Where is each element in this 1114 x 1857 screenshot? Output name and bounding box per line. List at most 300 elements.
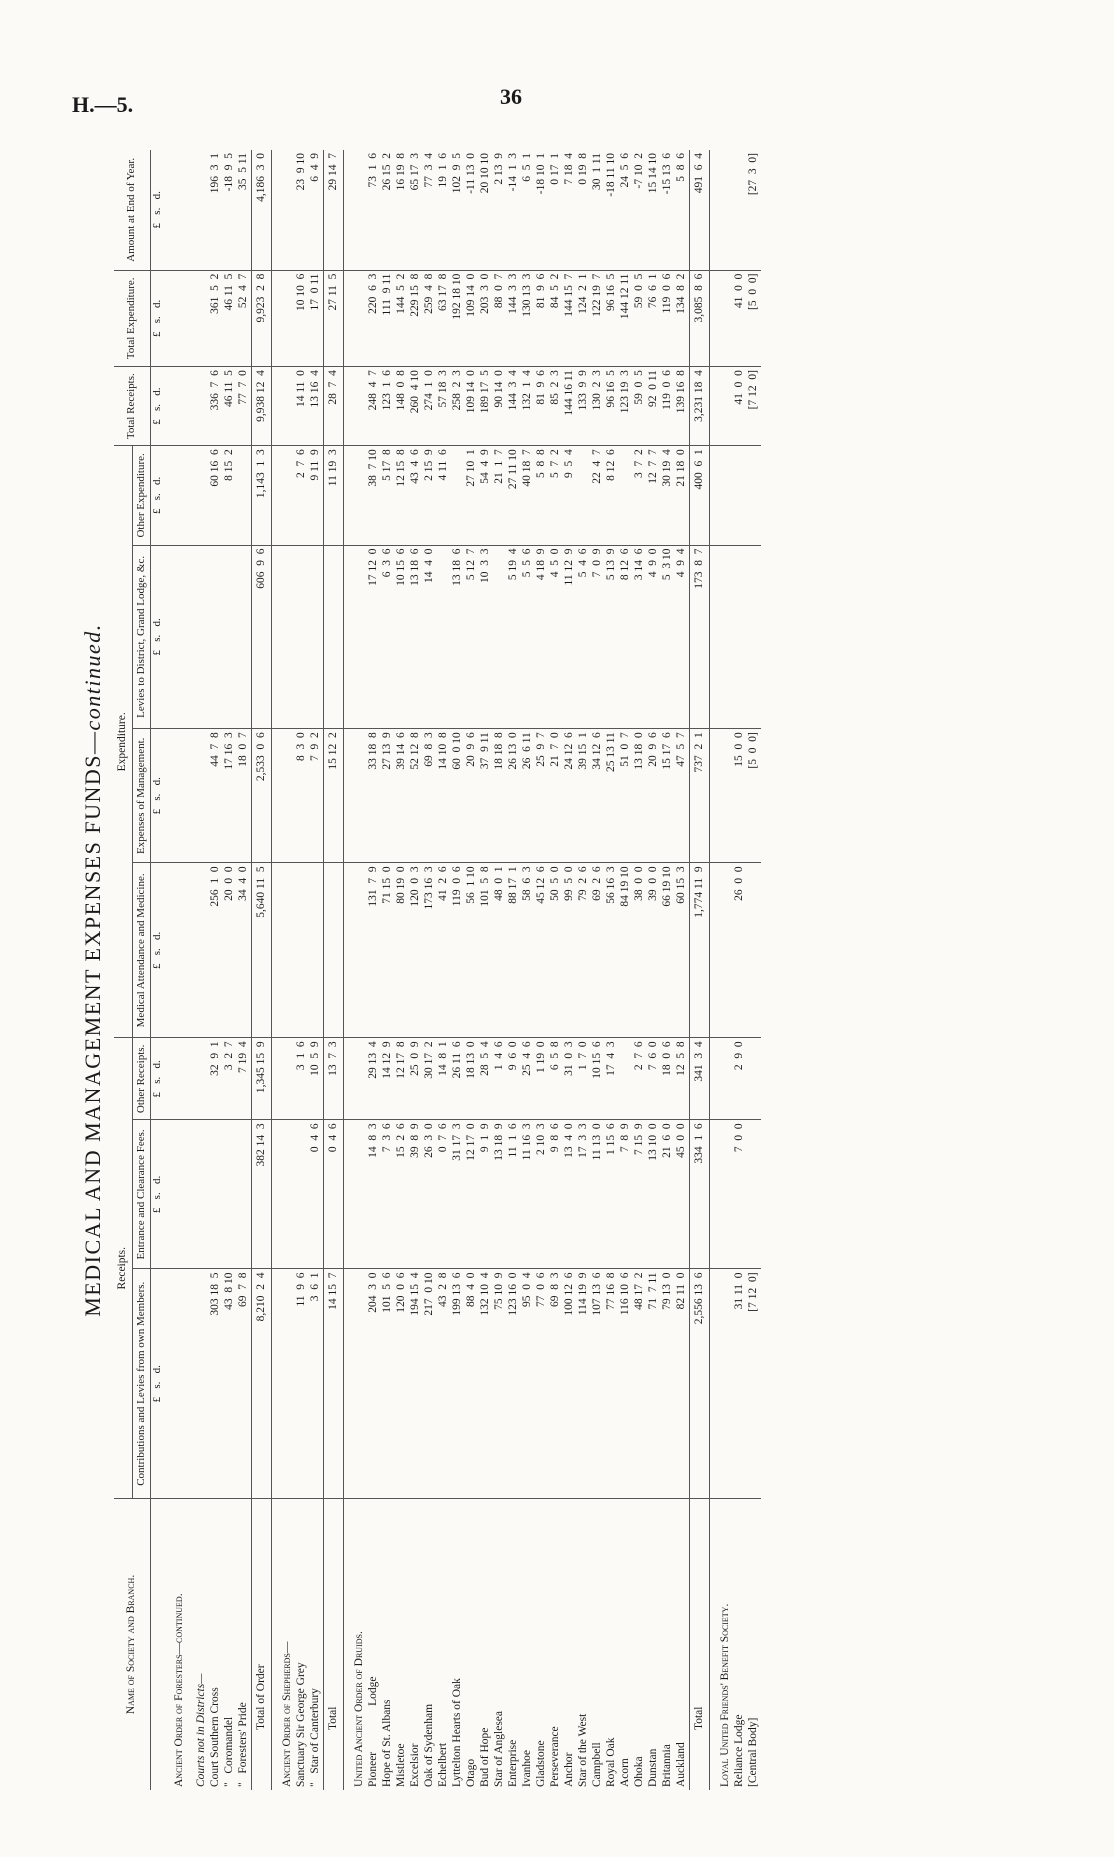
amount-cell: 12 17 0 (465, 1120, 479, 1269)
amount-cell: 382 14 3 (251, 1120, 272, 1269)
amount-cell: 15 12 2 (323, 729, 344, 863)
amount-cell: 100 12 6 (563, 1269, 577, 1499)
amount-cell: 2 7 6 (633, 1038, 647, 1120)
col-header-entrance: Entrance and Clearance Fees. (132, 1120, 150, 1269)
unit-row (150, 150, 163, 1790)
amount-cell: 75 10 9 (493, 1269, 507, 1499)
amount-cell (710, 1269, 733, 1499)
amount-cell (344, 729, 367, 863)
branch-name: Sanctuary Sir George Grey (294, 1662, 307, 1787)
amount-cell: 0 17 1 (549, 150, 563, 270)
amount-cell: 199 13 6 (451, 1269, 465, 1499)
amount-cell (164, 1269, 187, 1499)
amount-cell: 1 19 0 (535, 1038, 549, 1120)
branch-name: Gladstone (534, 1740, 547, 1787)
amount-cell: 116 10 6 (619, 1269, 633, 1499)
unit-row-name (150, 1499, 163, 1791)
amount-cell: 92 0 11 (647, 367, 661, 446)
amount-cell: 5 8 6 (675, 150, 690, 270)
amount-cell (186, 545, 209, 729)
amount-cell (710, 729, 733, 863)
amount-cell: 76 6 1 (647, 270, 661, 366)
amount-cell (164, 1120, 187, 1269)
amount-cell: 43 4 6 (409, 446, 423, 545)
amount-cell: 35 5 11 (237, 150, 252, 270)
amount-cell: 45 12 6 (535, 863, 549, 1038)
table-row (465, 150, 479, 1790)
total-label: Total of Order (251, 1499, 272, 1791)
amount-cell: 29 13 4 (367, 1038, 381, 1120)
amount-cell: 2 10 3 (535, 1120, 549, 1269)
amount-cell: 47 5 7 (675, 729, 690, 863)
amount-cell: 4 9 0 (647, 545, 661, 729)
amount-cell: 18 18 8 (493, 729, 507, 863)
table-row (733, 150, 747, 1790)
amount-cell: 82 11 0 (675, 1269, 690, 1499)
amount-cell: 3 1 6 (295, 1038, 309, 1120)
amount-cell: 102 9 5 (451, 150, 465, 270)
amount-cell (186, 446, 209, 545)
amount-cell: 400 6 1 (689, 446, 710, 545)
amount-cell: 26 3 0 (423, 1120, 437, 1269)
amount-cell: 59 0 5 (633, 367, 647, 446)
amount-cell: 123 16 0 (507, 1269, 521, 1499)
branch-name: " Star of Canterbury (308, 1688, 321, 1787)
amount-cell (237, 446, 252, 545)
amount-cell: 77 7 0 (237, 367, 252, 446)
amount-cell: 7 9 2 (309, 729, 324, 863)
amount-cell: 30 1 11 (591, 150, 605, 270)
amount-cell (272, 270, 295, 366)
amount-cell: 260 4 10 (409, 367, 423, 446)
amount-cell: 133 9 9 (577, 367, 591, 446)
amount-cell (186, 1120, 209, 1269)
branch-name: Otago (464, 1758, 477, 1787)
amount-cell (710, 545, 733, 729)
amount-cell (437, 545, 451, 729)
amount-cell (344, 1269, 367, 1499)
amount-cell (164, 545, 187, 729)
amount-cell: 13 10 0 (647, 1120, 661, 1269)
amount-cell (272, 863, 295, 1038)
amount-cell: 10 15 6 (395, 545, 409, 729)
amount-cell: 69 7 8 (237, 1269, 252, 1499)
amount-cell: 217 0 10 (423, 1269, 437, 1499)
amount-cell: 123 1 6 (381, 367, 395, 446)
amount-cell: 77 16 8 (605, 1269, 619, 1499)
branch-name: Mistletoe (394, 1743, 407, 1787)
amount-cell: 22 4 7 (591, 446, 605, 545)
amount-cell: 34 12 6 (591, 729, 605, 863)
amount-cell (710, 446, 733, 545)
amount-cell: 274 1 0 (423, 367, 437, 446)
unit-label: £ s. d. (150, 545, 163, 729)
amount-cell: 60 16 6 (209, 446, 223, 545)
table-row (633, 150, 647, 1790)
table-row (521, 150, 535, 1790)
amount-cell: 1 4 6 (493, 1038, 507, 1120)
amount-cell: 119 0 6 (451, 863, 465, 1038)
branch-name: Reliance Lodge (733, 1714, 745, 1787)
amount-cell: 84 5 2 (549, 270, 563, 366)
amount-cell: 7 15 9 (633, 1120, 647, 1269)
amount-cell: 26 11 6 (451, 1038, 465, 1120)
table-row (577, 150, 591, 1790)
amount-cell: 88 17 1 (507, 863, 521, 1038)
amount-cell: [5 0 0] (747, 270, 761, 366)
page-number: 36 (500, 84, 522, 109)
amount-cell: 220 6 3 (367, 270, 381, 366)
amount-cell (733, 150, 747, 270)
amount-cell (295, 1120, 309, 1269)
amount-cell: 46 11 5 (223, 270, 237, 366)
amount-cell (710, 1120, 733, 1269)
col-header-other-receipts: Other Receipts. (132, 1038, 150, 1120)
amount-cell: 40 18 7 (521, 446, 535, 545)
amount-cell: 0 19 8 (577, 150, 591, 270)
amount-cell: 144 15 7 (563, 270, 577, 366)
amount-cell: 2,533 0 6 (251, 729, 272, 863)
amount-cell: 9,923 2 8 (251, 270, 272, 366)
unit-label: £ s. d. (150, 446, 163, 545)
amount-cell: 8 12 6 (605, 446, 619, 545)
amount-cell (710, 150, 733, 270)
amount-cell (272, 367, 295, 446)
branch-name: Pioneer Lodge (366, 1676, 379, 1787)
table-row (675, 150, 690, 1790)
amount-cell: 204 3 0 (367, 1269, 381, 1499)
amount-cell: 11 12 9 (563, 545, 577, 729)
amount-cell: -18 9 5 (223, 150, 237, 270)
amount-cell: 29 14 7 (323, 150, 344, 270)
page-ref: H.—5. (72, 92, 134, 117)
amount-cell: 23 9 10 (295, 150, 309, 270)
amount-cell: 122 19 7 (591, 270, 605, 366)
amount-cell: 15 17 6 (661, 729, 675, 863)
amount-cell: 2 13 9 (493, 150, 507, 270)
amount-cell (164, 367, 187, 446)
amount-cell: [7 12 0] (747, 367, 761, 446)
amount-cell (237, 1120, 252, 1269)
amount-cell: 20 9 6 (465, 729, 479, 863)
amount-cell: 59 0 5 (633, 270, 647, 366)
col-header-name: Name of Society and Branch. (114, 1499, 150, 1791)
amount-cell: 203 3 0 (479, 270, 493, 366)
unit-label: £ s. d. (150, 1120, 163, 1269)
amount-cell: 95 0 4 (521, 1269, 535, 1499)
amount-cell: 18 13 0 (465, 1038, 479, 1120)
amount-cell: 54 4 9 (479, 446, 493, 545)
amount-cell (344, 270, 367, 366)
section-heading-row (344, 150, 367, 1790)
amount-cell (164, 150, 187, 270)
amount-cell: 5 13 9 (605, 545, 619, 729)
total-row (689, 150, 710, 1790)
branch-name: " Foresters' Pride (236, 1702, 249, 1787)
amount-cell: 69 2 6 (591, 863, 605, 1038)
amount-cell: 491 6 4 (689, 150, 710, 270)
branch-name: Royal Oak (604, 1737, 617, 1787)
amount-cell: 51 0 7 (619, 729, 633, 863)
amount-cell: 41 2 6 (437, 863, 451, 1038)
amount-cell: 39 14 6 (395, 729, 409, 863)
amount-cell: 88 4 0 (465, 1269, 479, 1499)
amount-cell (451, 446, 465, 545)
amount-cell: 6 5 8 (549, 1038, 563, 1120)
section-name: Ancient Order of Shepherds— (281, 1641, 294, 1787)
amount-cell: 4 18 9 (535, 545, 549, 729)
branch-name: [Central Body] (747, 1717, 759, 1787)
amount-cell: 10 10 6 (295, 270, 309, 366)
amount-cell: 5 8 8 (535, 446, 549, 545)
unit-label: £ s. d. (150, 270, 163, 366)
amount-cell: 120 0 6 (395, 1269, 409, 1499)
amount-cell: 144 3 3 (507, 270, 521, 366)
amount-cell: -14 1 3 (507, 150, 521, 270)
amount-cell: 1,774 11 9 (689, 863, 710, 1038)
amount-cell (272, 1269, 295, 1499)
amount-cell (344, 1038, 367, 1120)
amount-cell: 7 6 0 (647, 1038, 661, 1120)
amount-cell: 19 1 6 (437, 150, 451, 270)
amount-cell: 99 5 0 (563, 863, 577, 1038)
amount-cell: 69 8 3 (549, 1269, 563, 1499)
amount-cell: 41 0 0 (733, 367, 747, 446)
amount-cell: 15 14 10 (647, 150, 661, 270)
amount-cell: 33 18 8 (367, 729, 381, 863)
amount-cell: 2 7 6 (295, 446, 309, 545)
amount-cell: 7 3 6 (381, 1120, 395, 1269)
amount-cell: 9 6 0 (507, 1038, 521, 1120)
amount-cell: 9 11 9 (309, 446, 324, 545)
amount-cell: 14 12 9 (381, 1038, 395, 1120)
amount-cell (164, 1038, 187, 1120)
amount-cell: 71 15 0 (381, 863, 395, 1038)
table-row (381, 150, 395, 1790)
total-row (323, 150, 344, 1790)
unit-label: £ s. d. (150, 367, 163, 446)
amount-cell: 27 10 1 (465, 446, 479, 545)
amount-cell: 101 5 6 (381, 1269, 395, 1499)
amount-cell (295, 545, 309, 729)
col-header-medical: Medical Attendance and Medicine. (132, 863, 150, 1038)
amount-cell (186, 729, 209, 863)
table-row (437, 150, 451, 1790)
col-header-amount-end: Amount at End of Year. (114, 150, 150, 270)
amount-cell: 30 19 4 (661, 446, 675, 545)
subsection-heading-row (186, 150, 209, 1790)
amount-cell: -15 13 6 (661, 150, 675, 270)
amount-cell: 13 18 9 (493, 1120, 507, 1269)
branch-name: Court Southern Cross (208, 1687, 221, 1787)
amount-cell: 31 17 3 (451, 1120, 465, 1269)
amount-cell: 66 19 10 (661, 863, 675, 1038)
amount-cell: 303 18 5 (209, 1269, 223, 1499)
amount-cell (164, 270, 187, 366)
amount-cell: 31 0 3 (563, 1038, 577, 1120)
amount-cell: 144 12 11 (619, 270, 633, 366)
amount-cell: 26 0 0 (733, 863, 747, 1038)
amount-cell (209, 545, 223, 729)
amount-cell: 144 3 4 (507, 367, 521, 446)
amount-cell (710, 863, 733, 1038)
branch-name: Britannia (660, 1744, 673, 1787)
amount-cell (209, 1120, 223, 1269)
amount-cell: 7 0 0 (733, 1120, 747, 1269)
amount-cell (344, 863, 367, 1038)
amount-cell: 25 0 9 (409, 1038, 423, 1120)
table-row (493, 150, 507, 1790)
total-row (251, 150, 272, 1790)
amount-cell: 5 12 7 (465, 545, 479, 729)
amount-cell: 4 11 6 (437, 446, 451, 545)
amount-cell: 7 0 9 (591, 545, 605, 729)
group-header-expenditure: Expenditure. (114, 446, 132, 1038)
branch-name: Hope of St. Albans (380, 1699, 393, 1787)
amount-cell (344, 446, 367, 545)
amount-cell: 12 5 8 (675, 1038, 690, 1120)
amount-cell: 56 16 3 (605, 863, 619, 1038)
amount-cell: 5 5 6 (521, 545, 535, 729)
branch-name: Perseverance (548, 1726, 561, 1787)
amount-cell: 3 2 7 (223, 1038, 237, 1120)
amount-cell: 248 4 7 (367, 367, 381, 446)
amount-cell: 38 7 10 (367, 446, 381, 545)
branch-name: Ivanhoe (520, 1749, 533, 1787)
amount-cell: 13 18 6 (451, 545, 465, 729)
amount-cell: 24 12 6 (563, 729, 577, 863)
amount-cell: 124 2 1 (577, 270, 591, 366)
table-row (237, 150, 252, 1790)
amount-cell: 1,345 15 9 (251, 1038, 272, 1120)
amount-cell: 79 13 0 (661, 1269, 675, 1499)
amount-cell: 20 10 10 (479, 150, 493, 270)
amount-cell: 57 18 3 (437, 367, 451, 446)
amount-cell: 20 9 6 (647, 729, 661, 863)
section-name: Ancient Order of Foresters—continued. (172, 1593, 185, 1787)
branch-name: Excelsior (408, 1743, 421, 1787)
table-row (535, 150, 549, 1790)
amount-cell: 12 17 8 (395, 1038, 409, 1120)
amount-cell: 44 7 8 (209, 729, 223, 863)
branch-name: Ohoka (632, 1756, 645, 1787)
amount-cell: 81 9 6 (535, 270, 549, 366)
amount-cell: 5 19 4 (507, 545, 521, 729)
amount-cell: 2,556 13 6 (689, 1269, 710, 1499)
amount-cell (493, 545, 507, 729)
amount-cell (223, 1120, 237, 1269)
col-header-total-receipts: Total Receipts. (114, 367, 150, 446)
col-header-total-expenditure: Total Expenditure. (114, 270, 150, 366)
amount-cell: 189 17 5 (479, 367, 493, 446)
amount-cell: 14 11 0 (295, 367, 309, 446)
amount-cell: 14 10 8 (437, 729, 451, 863)
table-row (747, 150, 761, 1790)
amount-cell: 4,186 3 0 (251, 150, 272, 270)
amount-cell: 34 4 0 (237, 863, 252, 1038)
page-title (80, 150, 106, 1790)
amount-cell: 4 9 4 (675, 545, 690, 729)
amount-cell: 20 0 0 (223, 863, 237, 1038)
amount-cell: 3,231 18 4 (689, 367, 710, 446)
unit-label: £ s. d. (150, 729, 163, 863)
amount-cell: 84 19 10 (619, 863, 633, 1038)
branch-name: " Coromandel (222, 1716, 235, 1787)
branch-name: Oak of Sydenham (422, 1703, 435, 1787)
section-name: Loyal United Friends' Benefit Society. (719, 1603, 732, 1787)
amount-cell (186, 1269, 209, 1499)
amount-cell: 39 15 1 (577, 729, 591, 863)
amount-cell: 258 2 3 (451, 367, 465, 446)
amount-cell: 111 9 11 (381, 270, 395, 366)
amount-cell: 8 3 0 (295, 729, 309, 863)
amount-cell: 48 0 1 (493, 863, 507, 1038)
amount-cell (237, 545, 252, 729)
amount-cell: 27 11 5 (323, 270, 344, 366)
amount-cell: 21 6 0 (661, 1120, 675, 1269)
amount-cell: 14 8 1 (437, 1038, 451, 1120)
amount-cell: 10 3 3 (479, 545, 493, 729)
amount-cell: 14 15 7 (323, 1269, 344, 1499)
amount-cell: 11 13 0 (591, 1120, 605, 1269)
amount-cell: 43 2 8 (437, 1269, 451, 1499)
table-row (479, 150, 493, 1790)
amount-cell (344, 150, 367, 270)
col-header-levies: Levies to District, Grand Lodge, &c. (132, 545, 150, 729)
table-row (647, 150, 661, 1790)
amount-cell: 5 17 8 (381, 446, 395, 545)
amount-cell: 5 3 10 (661, 545, 675, 729)
amount-cell: 25 4 6 (521, 1038, 535, 1120)
amount-cell (710, 367, 733, 446)
amount-cell: 1 7 0 (577, 1038, 591, 1120)
branch-name: Auckland (674, 1742, 687, 1787)
amount-cell: 13 18 6 (409, 545, 423, 729)
group-header-receipts: Receipts. (114, 1038, 132, 1499)
col-header-other-exp: Other Expenditure. (132, 446, 150, 545)
amount-cell: 56 1 10 (465, 863, 479, 1038)
amount-cell (272, 1120, 295, 1269)
amount-cell: 7 18 4 (563, 150, 577, 270)
amount-cell (186, 270, 209, 366)
amount-cell: 109 14 0 (465, 270, 479, 366)
amount-cell: 8 12 6 (619, 545, 633, 729)
amount-cell: 18 0 7 (237, 729, 252, 863)
table-row (619, 150, 633, 1790)
amount-cell: 25 9 7 (535, 729, 549, 863)
amount-cell: 336 7 6 (209, 367, 223, 446)
amount-cell: 6 5 1 (521, 150, 535, 270)
amount-cell: 25 13 11 (605, 729, 619, 863)
table-row (295, 150, 309, 1790)
amount-cell: 334 1 6 (689, 1120, 710, 1269)
amount-cell: 79 2 6 (577, 863, 591, 1038)
amount-cell: 2 9 0 (733, 1038, 747, 1120)
amount-cell: 114 19 9 (577, 1269, 591, 1499)
amount-cell: 119 0 6 (661, 270, 675, 366)
amount-cell: 71 7 11 (647, 1269, 661, 1499)
amount-cell: 130 13 3 (521, 270, 535, 366)
amount-cell: 41 0 0 (733, 270, 747, 366)
amount-cell: 39 8 9 (409, 1120, 423, 1269)
amount-cell: 132 10 4 (479, 1269, 493, 1499)
amount-cell: 15 0 0 (733, 729, 747, 863)
amount-cell: 15 2 6 (395, 1120, 409, 1269)
amount-cell: 37 9 11 (479, 729, 493, 863)
amount-cell (272, 545, 295, 729)
amount-cell (710, 1038, 733, 1120)
amount-cell: 69 8 3 (423, 729, 437, 863)
